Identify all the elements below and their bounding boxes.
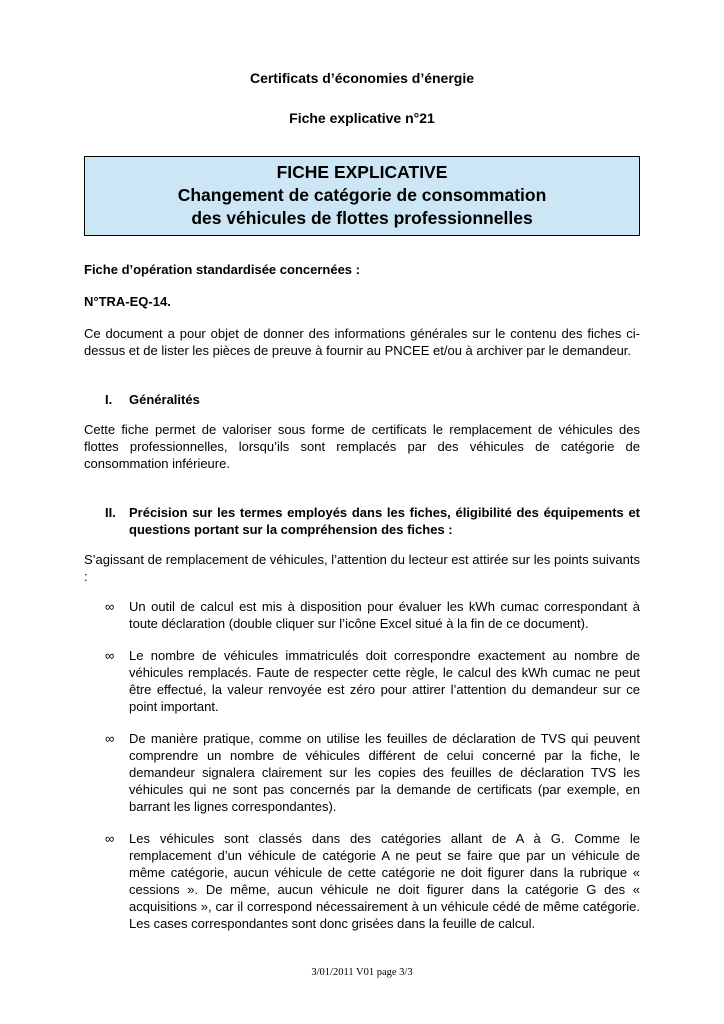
- banner-line-2: Changement de catégorie de consommation: [177, 185, 547, 205]
- section-1-paragraph: Cette fiche permet de valoriser sous forme de certificats le remplacement de véhicules des flottes professionnelles, lorsqu’ils sont remplacés par des véhicules de catégorie de consommation inférieure.: [84, 422, 640, 471]
- bullet-text: De manière pratique, comme on utilise les feuilles de déclaration de TVS qui peuvent comprendre un nombre de véhicules différent de celui concerné par la fiche, le demandeur signalera clairement sur les copies des feuilles de déclaration TVS les véhicules qui ne sont pas concernés par la demande de certificats (par exemple, en barrant les lignes correspondantes).: [129, 731, 640, 814]
- section-2-heading: [84, 504, 640, 538]
- standard-sheet-label: Fiche d’opération standardisée concernées :: [84, 262, 360, 277]
- bullet-marker: ∞: [105, 831, 115, 846]
- banner-line-3: des véhicules de flottes professionnelles: [191, 208, 533, 228]
- bullet-text: Le nombre de véhicules immatriculés doit correspondre exactement au nombre de véhicules remplacés. Faute de respecter cette règle, le calcul des kWh cumac ne peut être effectué, la valeur renvoyée est zéro pour attirer l’attention du demandeur sur ce point important.: [129, 648, 640, 714]
- bullet-text: Les véhicules sont classés dans des catégories allant de A à G. Comme le remplacement d’un véhicule de catégorie A ne peut se faire que par un véhicule de même catégorie, aucun véhicule de cette catégorie ne doit figurer dans la rubrique « cessions ». De même, aucun véhicule ne doit figurer dans la catégorie G des « acquisitions », car il correspond nécessairement à un véhicule cédé de même catégorie. Les cases correspondantes sont donc grisées dans la feuille de calcul.: [129, 831, 640, 931]
- bullet-item: [84, 598, 640, 632]
- section-1-title: Généralités: [129, 392, 200, 407]
- section-2-title: Précision sur les termes employés dans les fiches, éligibilité des équipements et questions portant sur la compréhension des fiches :: [129, 505, 640, 537]
- section-2-number: II.: [105, 505, 116, 520]
- bullet-marker: ∞: [105, 599, 115, 614]
- title-banner: [84, 156, 640, 236]
- bullet-item: [84, 730, 640, 815]
- bullet-list: [84, 598, 640, 932]
- bullet-marker: ∞: [105, 731, 115, 746]
- bullet-item: [84, 830, 640, 932]
- intro-paragraph: Ce document a pour objet de donner des informations générales sur le contenu des fiches ci-dessus et de lister les pièces de preuve à fournir au PNCEE et/ou à archiver par le demandeur.: [84, 326, 640, 358]
- bullet-marker: ∞: [105, 648, 115, 663]
- section-1-number: I.: [105, 392, 113, 407]
- doc-subtitle: Fiche explicative n°21: [289, 110, 435, 126]
- bullet-item: [84, 647, 640, 715]
- sheet-reference: N°TRA-EQ-14.: [84, 294, 171, 309]
- section-2-lead: S’agissant de remplacement de véhicules, l’attention du lecteur est attirée sur les points suivants :: [84, 552, 640, 584]
- doc-title: Certificats d’économies d’énergie: [249, 70, 475, 86]
- bullet-text: Un outil de calcul est mis à disposition pour évaluer les kWh cumac correspondant à toute déclaration (double cliquer sur l’icône Excel situé à la fin de ce document).: [129, 599, 640, 631]
- banner-line-1: FICHE EXPLICATIVE: [276, 162, 448, 182]
- page-footer: 3/01/2011 V01 page 3/3: [311, 967, 413, 978]
- section-1-heading: [84, 391, 640, 408]
